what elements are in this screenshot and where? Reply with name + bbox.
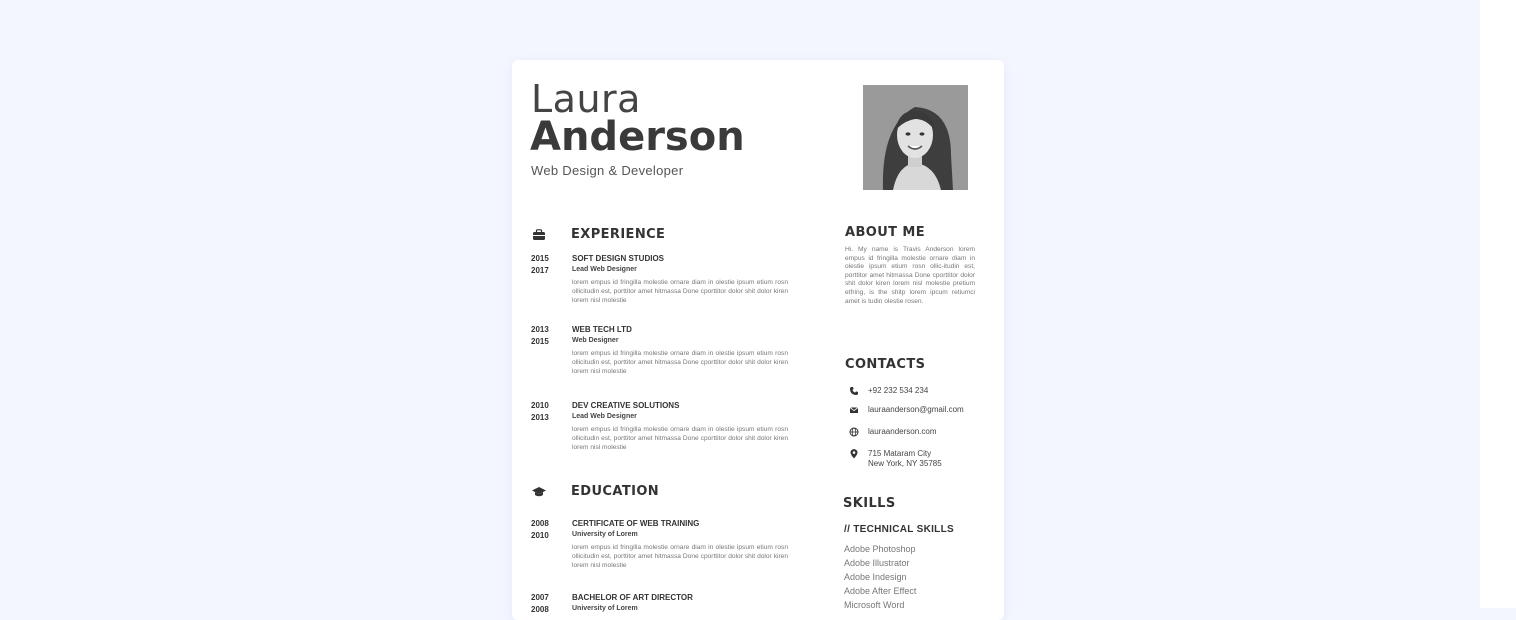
education-years: 2008 2010 <box>531 519 549 540</box>
resume-card: Laura Anderson Web Design & Developer EXPERIENCE 2015 2017 SOFT DESIGN STUDIOS Lead Web Designer lorem empus id fringilla molestie ornare diam in olestie ipsum etium rosn ollicitudin est, porttitor amet hitmassa Done cporttitor dolor shit dolor kiren lorem nisl molestie 2013 2015 WEB TECH LTD Web Designer lorem empus id fringilla molestie ornare diam in olestie ipsum etium rosn ollicitudin est, porttitor amet hitmassa Done cporttitor dolor shit dolor kiren lorem nisl molestie 2010 2013 DEV CREATIVE SOLUTIONS Lead Web Designer lorem empus id fringilla molestie ornare diam in olestie ipsum etium rosn ollicitudin est, porttitor amet hitmassa Done cporttitor dolor shit dolor kiren lorem nisl molestie EDUCATION 2008 2010 CERTIFICATE OF WEB TRAINING University of Lorem lorem empus id fringilla molestie ornare diam in olestie ipsum etium rosn ollicitudin est, porttitor amet hitmassa Done cporttitor dolor shit dolor kiren lorem nisl molestie 2007 2008 BACHELOR OF ART DIRECTOR University of Lorem ABOUT ME Hi. My name is Travis Anderson lorem empus id fringilla molestie ornare diam in olestie ipsum etium rosn ollic-itudin est, porttitor amet hitmassa Done cporttitor dolor shit dolor kiren lorem nisl molestie pretium etfring, is the shitp lorem ipcum retiumci amet is tudin olestie rosen. CONTACTS +92 232 534 234 lauraanderson@gmail.com lauraanderson.com 715 Mataram City New York, NY 35785 SKILLS // TECHNICAL SKILLS Adobe Photoshop Adobe Illustrator Adobe Indesign Adobe After Effect Microsoft Word <box>512 60 1004 620</box>
experience-description: lorem empus id fringilla molestie ornare diam in olestie ipsum etium rosn ollicitudin est, porttitor amet hitmassa Done cporttitor dolor shit dolor kiren lorem nisl molestie <box>572 350 788 375</box>
phone-icon <box>849 386 859 396</box>
skill-item: Adobe After Effect <box>844 586 917 596</box>
job-title: Web Design & Developer <box>531 163 684 178</box>
globe-icon <box>849 427 859 437</box>
experience-company: DEV CREATIVE SOLUTIONS <box>572 401 680 410</box>
first-name: Laura <box>531 77 641 121</box>
page-margin <box>1480 0 1516 608</box>
skills-heading: SKILLS <box>843 496 896 511</box>
education-school: University of Lorem <box>572 531 638 538</box>
envelope-icon <box>849 405 859 415</box>
experience-description: lorem empus id fringilla molestie ornare diam in olestie ipsum etium rosn ollicitudin est, porttitor amet hitmassa Done cporttitor dolor shit dolor kiren lorem nisl molestie <box>572 279 788 304</box>
experience-position: Lead Web Designer <box>572 266 637 273</box>
profile-photo <box>863 85 968 190</box>
skill-item: Microsoft Word <box>844 600 905 610</box>
contacts-heading: CONTACTS <box>845 357 926 372</box>
briefcase-icon <box>532 228 548 242</box>
experience-company: SOFT DESIGN STUDIOS <box>572 254 665 263</box>
technical-skills-heading: // TECHNICAL SKILLS <box>844 524 954 535</box>
experience-heading: EXPERIENCE <box>571 227 666 242</box>
skill-item: Adobe Photoshop <box>844 544 916 554</box>
experience-position: Lead Web Designer <box>572 413 637 420</box>
address-line-2: New York, NY 35785 <box>868 459 942 468</box>
education-school: University of Lorem <box>572 605 638 612</box>
experience-years: 2013 2015 <box>531 325 549 346</box>
skill-item: Adobe Illustrator <box>844 558 910 568</box>
about-text: Hi. My name is Travis Anderson lorem empus id fringilla molestie ornare diam in olestie ipsum etium rosn ollic-itudin est, porttitor amet hitmassa Done cporttitor dolor shit dolor kiren lorem nisl molestie pretium etfring, is the shitp lorem ipcum retiumci amet is tudin olestie rosen. <box>845 246 975 305</box>
last-name: Anderson <box>530 114 745 160</box>
graduation-cap-icon <box>532 485 548 499</box>
education-degree: CERTIFICATE OF WEB TRAINING <box>572 519 700 528</box>
experience-description: lorem empus id fringilla molestie ornare diam in olestie ipsum etium rosn ollicitudin est, porttitor amet hitmassa Done cporttitor dolor shit dolor kiren lorem nisl molestie <box>572 426 788 451</box>
experience-years: 2015 2017 <box>531 254 549 275</box>
experience-years: 2010 2013 <box>531 401 549 422</box>
about-heading: ABOUT ME <box>845 225 925 240</box>
education-description: lorem empus id fringilla molestie ornare diam in olestie ipsum etium rosn ollicitudin est, porttitor amet hitmassa Done cporttitor dolor shit dolor kiren lorem nisl molestie <box>572 544 788 569</box>
education-years: 2007 2008 <box>531 593 549 614</box>
skill-item: Adobe Indesign <box>844 572 907 582</box>
education-heading: EDUCATION <box>571 484 660 499</box>
address-line-1: 715 Mataram City <box>868 449 932 458</box>
map-pin-icon <box>849 449 859 459</box>
education-degree: BACHELOR OF ART DIRECTOR <box>572 593 693 602</box>
experience-company: WEB TECH LTD <box>572 325 632 334</box>
experience-position: Web Designer <box>572 337 619 344</box>
